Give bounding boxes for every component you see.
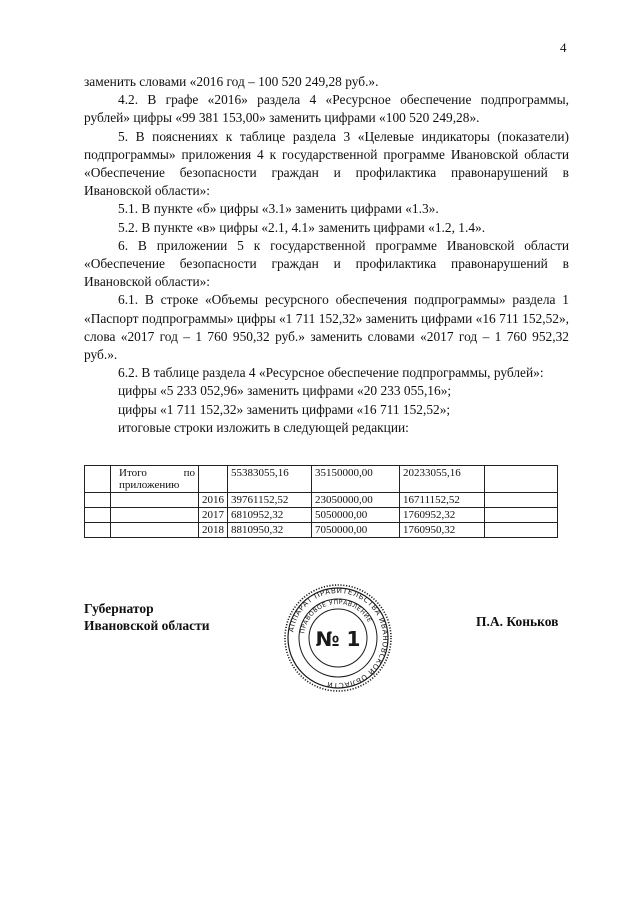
table-cell-label	[111, 523, 199, 538]
table-cell-total: 8810950,32	[228, 523, 312, 538]
paragraph: 5. В пояснениях к таблице раздела 3 «Целевые индикаторы (показатели) подпрограммы» приложения 4 к государственной программе Ивановской области «Обеспечение безопасности граждан и профилактика правонарушений в Ивановской области»:	[84, 128, 569, 199]
table-cell	[485, 523, 558, 538]
paragraph: 4.2. В графе «2016» раздела 4 «Ресурсное обеспечение подпрограммы, рублей» цифры «99 381 153,00» заменить цифрами «100 520 249,28».	[84, 92, 569, 126]
seal-inner-text: ПРАВОВОЕ УПРАВЛЕНИЕ	[299, 598, 373, 635]
table-cell-value: 5050000,00	[312, 508, 400, 523]
table-cell-year	[199, 466, 228, 493]
table-cell-total: 39761152,52	[228, 493, 312, 508]
table-row	[85, 493, 558, 508]
document-body	[84, 73, 569, 437]
page-number: 4	[560, 40, 567, 55]
table-cell-value: 20233055,16	[400, 466, 485, 493]
signatory-name: П.А. Коньков	[476, 614, 559, 629]
table-cell-label	[111, 508, 199, 523]
table-cell	[485, 493, 558, 508]
table-cell-label	[111, 493, 199, 508]
paragraph: 6. В приложении 5 к государственной программе Ивановской области «Обеспечение безопасности граждан и профилактика правонарушений в Ивановской области»:	[84, 237, 569, 290]
table-cell	[85, 523, 111, 538]
totals-table	[84, 465, 558, 538]
paragraph: 5.1. В пункте «б» цифры «3.1» заменить цифрами «1.3».	[118, 201, 439, 217]
table-cell-year: 2016	[199, 493, 228, 508]
paragraph: заменить словами «2016 год – 100 520 249,28 руб.».	[84, 74, 379, 89]
table-cell-total: 55383055,16	[228, 466, 312, 493]
table-cell	[485, 466, 558, 493]
official-seal	[283, 583, 393, 693]
table-cell	[85, 493, 111, 508]
paragraph: 5.2. В пункте «в» цифры «2.1, 4.1» заменить цифрами «1.2, 1.4».	[118, 219, 486, 235]
paragraph: 6.2. В таблице раздела 4 «Ресурсное обеспечение подпрограммы, рублей»:	[118, 365, 544, 381]
table-cell	[485, 508, 558, 523]
table-cell-value: 16711152,52	[400, 493, 485, 508]
table-cell-total: 6810952,32	[228, 508, 312, 523]
signatory-position: Губернатор	[84, 601, 154, 616]
table-row	[85, 466, 558, 493]
paragraph: 6.1. В строке «Объемы ресурсного обеспечения подпрограммы» раздела 1 «Паспорт подпрограммы» цифры «1 711 152,32» заменить цифрами «16 711 152,52», слова «2017 год – 1 760 950,32 руб.» заменить словами «2017 год – 1 760 952,32 руб.».	[84, 292, 569, 363]
table-cell-value: 35150000,00	[312, 466, 400, 493]
signatory-region: Ивановской области	[84, 618, 210, 633]
table-cell-year: 2017	[199, 508, 228, 523]
paragraph: цифры «5 233 052,96» заменить цифрами «20 233 055,16»;	[118, 383, 452, 399]
table-cell-value: 1760952,32	[400, 508, 485, 523]
paragraph: цифры «1 711 152,32» заменить цифрами «16 711 152,52»;	[118, 401, 451, 417]
table-row	[85, 508, 558, 523]
signatory-title	[84, 600, 210, 634]
table-cell-value: 1760950,32	[400, 523, 485, 538]
table-cell	[85, 508, 111, 523]
table-cell-value: 23050000,00	[312, 493, 400, 508]
table-row	[85, 523, 558, 538]
table-cell	[85, 466, 111, 493]
seal-outer-text: АППАРАТ ПРАВИТЕЛЬСТВА ИВАНОВСКОЙ ОБЛАСТИ	[286, 585, 391, 691]
paragraph: итоговые строки изложить в следующей редакции:	[118, 419, 409, 435]
table-cell-year: 2018	[199, 523, 228, 538]
seal-number: № 1	[315, 627, 361, 651]
table-cell-label: Итого по приложению	[111, 466, 199, 493]
table-cell-value: 7050000,00	[312, 523, 400, 538]
